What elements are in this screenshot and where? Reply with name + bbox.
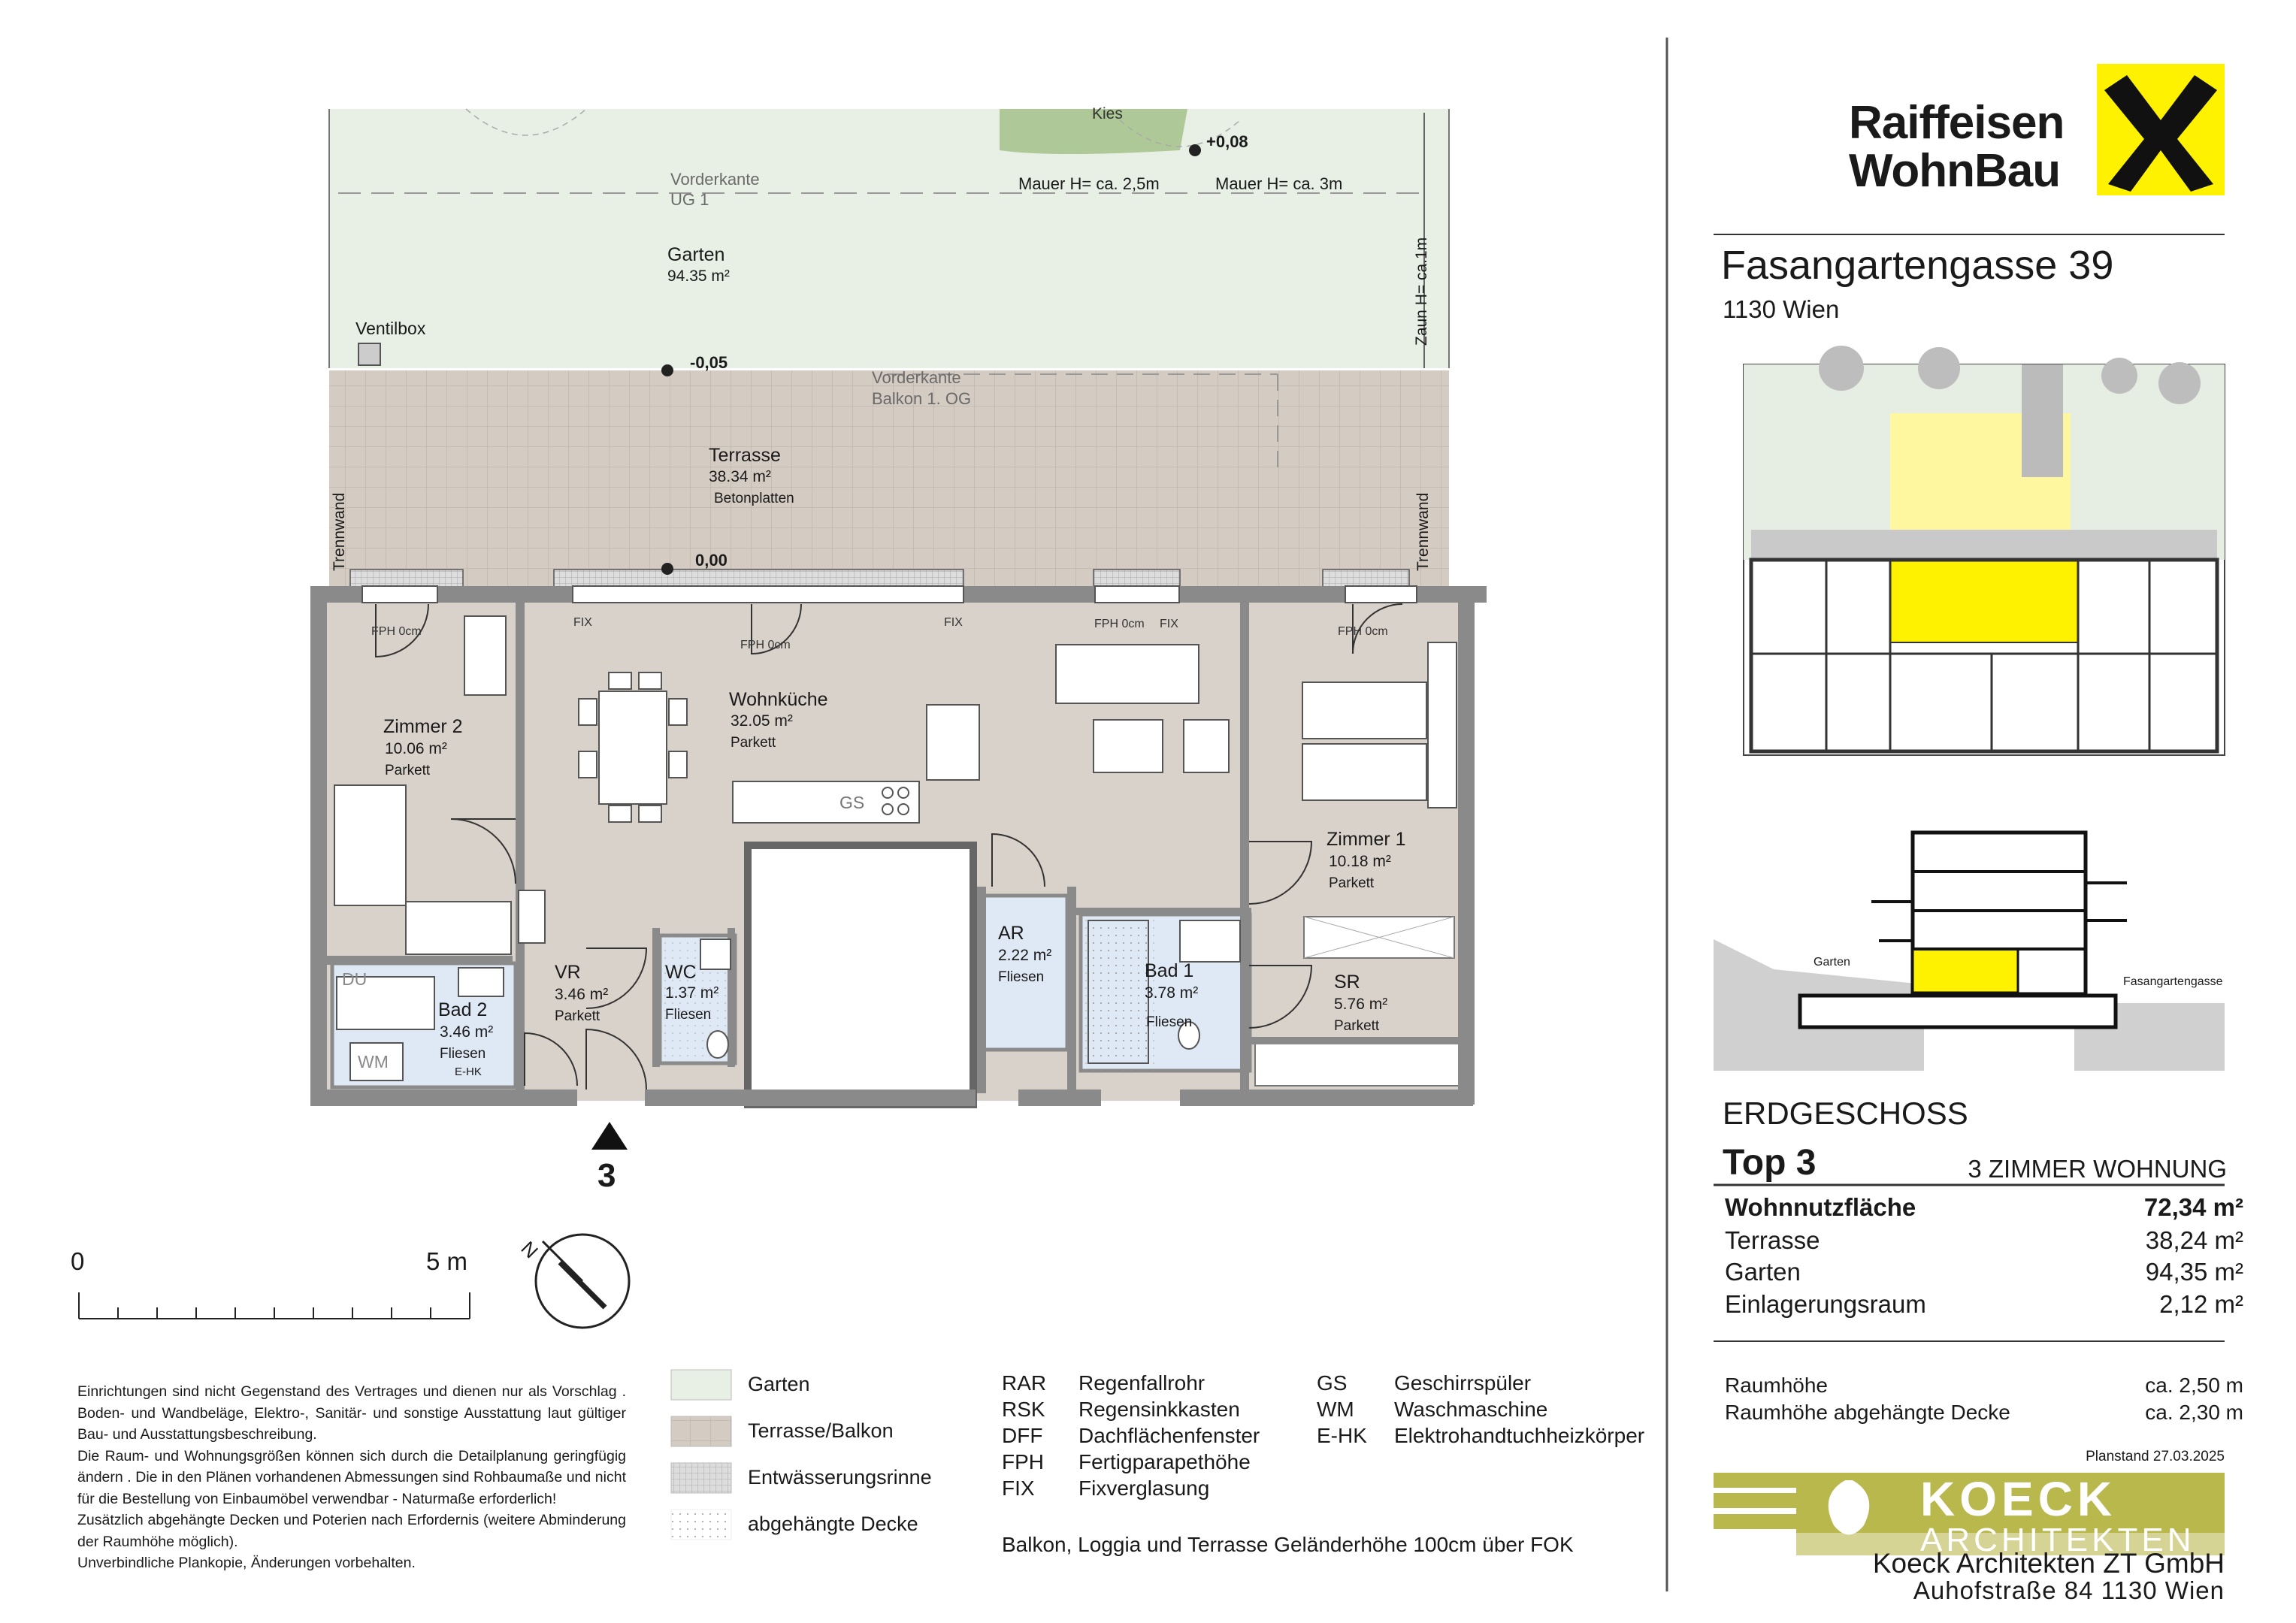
area-label: Terrasse xyxy=(1725,1226,1820,1254)
legend-swatch-rinne xyxy=(671,1463,731,1493)
level-marker-garden: -0,05 xyxy=(690,353,728,372)
room-area-wc: 1.37 m² xyxy=(665,984,719,1002)
wall-note-1: Mauer H= ca. 2,5m xyxy=(1018,174,1160,193)
fixture-du: DU xyxy=(342,969,368,989)
disclaimer-text xyxy=(77,1381,626,1574)
vorderkante-ug-line2: UG 1 xyxy=(670,190,709,209)
north-letter: N xyxy=(516,1236,543,1263)
planstand-date: Planstand 27.03.2025 xyxy=(2086,1449,2225,1464)
room-area-vr: 3.46 m² xyxy=(555,986,609,1003)
trennwand-right: Trennwand xyxy=(1414,492,1432,571)
legend-label-garten: Garten xyxy=(748,1373,810,1395)
koeck-logo-subtext: ARCHITEKTEN xyxy=(1920,1522,2195,1558)
fix-label-1: FIX xyxy=(573,616,592,629)
abbr-code: GS xyxy=(1317,1371,1348,1395)
legend-swatch-decke xyxy=(671,1510,731,1540)
abbr-code: DFF xyxy=(1002,1424,1043,1447)
ventilbox-label: Ventilbox xyxy=(355,319,426,338)
legend-swatch-garten xyxy=(671,1370,731,1400)
room-name-wc: WC xyxy=(665,962,697,983)
fix-label-3: FIX xyxy=(1160,618,1178,630)
garden-area-value: 94.35 m² xyxy=(667,267,730,285)
height-row xyxy=(1725,1374,2243,1398)
abbr-text: Geschirrspüler xyxy=(1394,1371,1532,1395)
fph-label-bad: FPH 0cm xyxy=(1094,618,1145,630)
room-floor-wohnkueche: Parkett xyxy=(731,735,776,751)
architect-name: Koeck Architekten ZT GmbH xyxy=(1872,1548,2225,1579)
room-name-zimmer2: Zimmer 2 xyxy=(383,716,463,737)
floor-title: ERDGESCHOSS xyxy=(1723,1096,1968,1131)
abbr-code: WM xyxy=(1317,1398,1354,1421)
abbr-code: E-HK xyxy=(1317,1424,1367,1447)
room-floor-bad2: Fliesen xyxy=(440,1046,486,1062)
terrace-floor: Betonplatten xyxy=(714,491,794,506)
room-floor-zimmer2: Parkett xyxy=(385,763,431,778)
trennwand-left: Trennwand xyxy=(331,492,348,571)
fix-label-2: FIX xyxy=(944,616,963,629)
area-value: 38,24 m² xyxy=(2145,1226,2243,1254)
area-value: 94,35 m² xyxy=(2145,1258,2243,1286)
room-area-bad2: 3.46 m² xyxy=(440,1023,494,1041)
kies-label: Kies xyxy=(1092,105,1123,122)
area-row xyxy=(1725,1193,2243,1222)
north-arrow-icon xyxy=(536,1235,629,1328)
entrance-arrow xyxy=(591,1122,628,1150)
height-label: Raumhöhe abgehängte Decke xyxy=(1725,1401,2010,1424)
brand-line2: WohnBau xyxy=(1849,145,2061,197)
room-area-ar: 2.22 m² xyxy=(998,947,1052,964)
area-row xyxy=(1725,1226,2243,1255)
abbr-code: FIX xyxy=(1002,1476,1035,1500)
legend-label-decke: abgehängte Decke xyxy=(748,1513,918,1535)
area-label: Wohnnutzfläche xyxy=(1725,1193,1916,1221)
legend-label-rinne: Entwässerungsrinne xyxy=(748,1466,932,1489)
abbr-text: Fixverglasung xyxy=(1078,1476,1210,1500)
level-marker-top: +0,08 xyxy=(1206,132,1248,151)
address-street: Fasangartengasse 39 xyxy=(1721,243,2114,288)
disclaimer-para: Zusätzlich abgehängte Decken und Poterien nach Erfordernis (weitere Abminderung der Raumhöhe möglich). xyxy=(77,1512,626,1550)
legend-swatch-terrasse xyxy=(671,1416,731,1446)
room-floor-sr: Parkett xyxy=(1334,1018,1380,1034)
room-area-zimmer2: 10.06 m² xyxy=(385,740,447,757)
terrace-area-value: 38.34 m² xyxy=(709,468,771,485)
abbr-code: RSK xyxy=(1002,1398,1045,1421)
room-floor-bad1: Fliesen xyxy=(1146,1014,1193,1030)
section-label-garten: Garten xyxy=(1814,956,1850,969)
height-row xyxy=(1725,1401,2243,1425)
room-name-bad2: Bad 2 xyxy=(438,999,488,1020)
fixture-gs: GS xyxy=(839,793,865,812)
height-value: ca. 2,30 m xyxy=(2145,1401,2243,1424)
terrace-label: Terrasse xyxy=(709,445,781,466)
scale-zero: 0 xyxy=(71,1247,85,1275)
wall-note-2: Mauer H= ca. 3m xyxy=(1215,174,1343,193)
vorderkante-ug-line1: Vorderkante xyxy=(670,170,760,189)
abbr-code: FPH xyxy=(1002,1450,1044,1473)
area-label: Garten xyxy=(1725,1258,1801,1286)
fixture-wm: WM xyxy=(358,1052,389,1071)
fph-label-zimmer1: FPH 0cm xyxy=(1338,625,1388,638)
room-floor-ar: Fliesen xyxy=(998,969,1045,985)
room-floor-zimmer1: Parkett xyxy=(1329,875,1375,891)
site-plan-map xyxy=(1744,346,2225,755)
room-name-zimmer1: Zimmer 1 xyxy=(1326,829,1406,850)
abbr-text: Regenfallrohr xyxy=(1078,1371,1205,1395)
area-row xyxy=(1725,1258,2243,1286)
area-label: Einlagerungsraum xyxy=(1725,1290,1926,1318)
unit-top: Top 3 xyxy=(1723,1143,1817,1183)
room-area-wohnkueche: 32.05 m² xyxy=(731,712,793,730)
room-floor-vr: Parkett xyxy=(555,1008,600,1024)
room-area-sr: 5.76 m² xyxy=(1334,996,1388,1013)
entrance-number: 3 xyxy=(597,1157,616,1194)
room-floor-wc: Fliesen xyxy=(665,1007,712,1023)
legend-label-terrasse: Terrasse/Balkon xyxy=(748,1419,894,1442)
disclaimer-para: Einrichtungen sind nicht Gegenstand des Vertrages und dienen nur als Vorschlag . Boden- und Wandbeläge, Elektro-, Sanitär- und sonstige Ausstattung laut gültiger Bau- und Ausstattungsbeschreibung. xyxy=(77,1383,626,1443)
scale-five: 5 m xyxy=(426,1247,468,1275)
level-marker-terrace: 0,00 xyxy=(695,551,728,570)
height-value: ca. 2,50 m xyxy=(2145,1374,2243,1397)
ventilbox-icon xyxy=(358,343,380,365)
fixture-ehk: E-HK xyxy=(455,1065,482,1078)
abbr-text: Waschmaschine xyxy=(1394,1398,1548,1421)
garden-label: Garten xyxy=(667,244,725,265)
area-row xyxy=(1725,1290,2243,1319)
room-name-sr: SR xyxy=(1334,972,1360,993)
railing-note: Balkon, Loggia und Terrasse Geländerhöhe 100cm über FOK xyxy=(1002,1533,1574,1556)
architect-address: Auhofstraße 84 1130 Wien xyxy=(1913,1576,2225,1604)
room-area-bad1: 3.78 m² xyxy=(1145,984,1199,1002)
garden-area xyxy=(329,109,1449,368)
room-name-wohnkueche: Wohnküche xyxy=(729,689,828,710)
koeck-logo-text: KOECK xyxy=(1920,1472,2117,1526)
room-area-zimmer1: 10.18 m² xyxy=(1329,853,1391,870)
raiffeisen-logo-icon xyxy=(2097,64,2225,195)
room-name-ar: AR xyxy=(998,923,1024,944)
unit-type: 3 ZIMMER WOHNUNG xyxy=(1968,1155,2227,1183)
fph-label-wohnkueche: FPH 0cm xyxy=(740,639,791,651)
disclaimer-para: Unverbindliche Plankopie, Änderungen vorbehalten. xyxy=(77,1555,416,1571)
abbr-text: Dachflächenfenster xyxy=(1078,1424,1260,1447)
height-label: Raumhöhe xyxy=(1725,1374,1828,1397)
fence-note: Zaun H= ca.1m xyxy=(1413,237,1430,346)
address-city: 1130 Wien xyxy=(1723,295,1840,323)
disclaimer-para: Die Raum- und Wohnungsgrößen können sich durch die Detailplanung geringfügig ändern . Die in den Plänen vorhandenen Abmessungen sind Rohbaumaße und nicht für die Bestellung von Einbaumöbel verwendbar - Naturmaße erforderlich! xyxy=(77,1447,626,1507)
abbr-text: Fertigparapethöhe xyxy=(1078,1450,1251,1473)
abbr-text: Elektrohandtuchheizkörper xyxy=(1394,1424,1645,1447)
abbr-code: RAR xyxy=(1002,1371,1047,1395)
abbr-text: Regensinkkasten xyxy=(1078,1398,1240,1421)
room-name-vr: VR xyxy=(555,962,581,983)
fph-label-zimmer2: FPH 0cm xyxy=(371,625,422,638)
area-value: 72,34 m² xyxy=(2143,1193,2243,1221)
building-section-drawing xyxy=(1714,823,2225,1071)
room-name-bad1: Bad 1 xyxy=(1145,960,1194,981)
vorderkante-balkon-line2: Balkon 1. OG xyxy=(872,389,972,408)
brand-line1: Raiffeisen xyxy=(1849,97,2065,149)
vorderkante-balkon-line1: Vorderkante xyxy=(872,368,961,387)
area-value: 2,12 m² xyxy=(2159,1290,2243,1318)
section-label-street: Fasangartengasse xyxy=(2123,975,2223,988)
